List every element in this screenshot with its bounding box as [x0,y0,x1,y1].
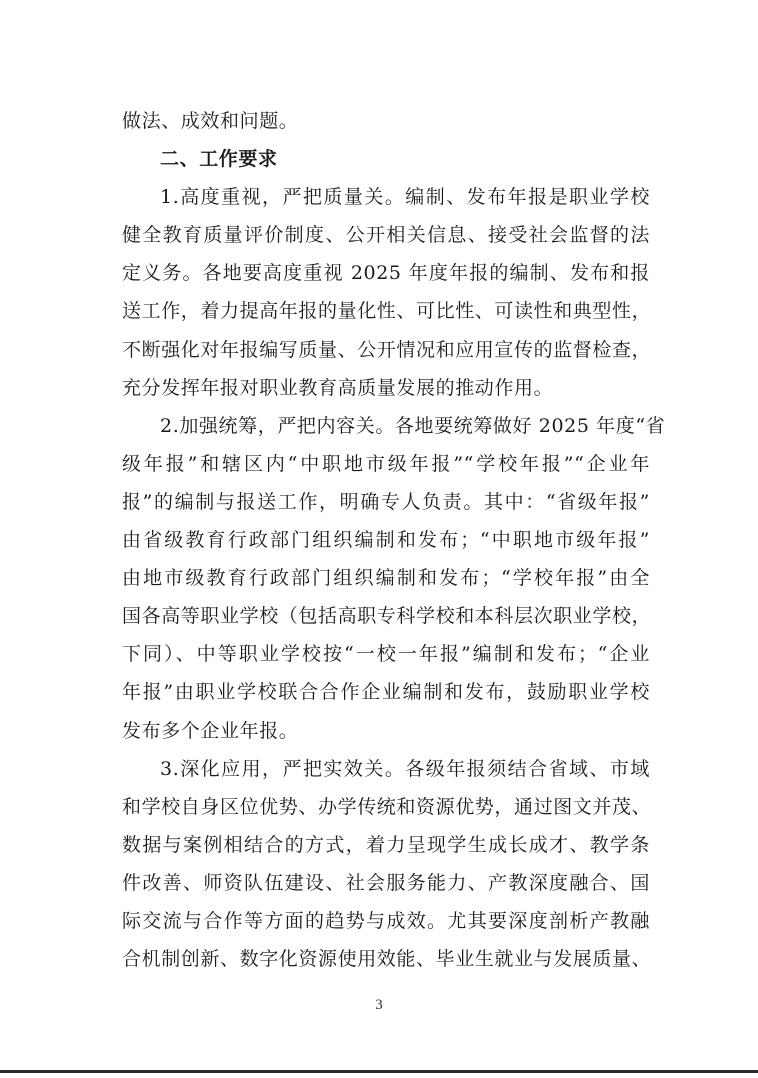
paragraph-1-line: 不断强化对年报编写质量、公开情况和应用宣传的监督检查， [122,338,652,361]
paragraph-3-line: 3.深化应用，严把实效关。各级年报须结合省域、市域 [160,757,650,780]
paragraph-2-line: 2.加强统筹，严把内容关。各地要统筹做好 2025 年度“省 [160,414,666,437]
paragraph-1-line: 1.高度重视，严把质量关。编制、发布年报是职业学校 [160,186,650,209]
paragraph-2-line: 发布多个企业年报。 [122,719,299,742]
paragraph-1-line: 定义务。各地要高度重视 2025 年度年报的编制、发布和报 [122,262,650,285]
body-text [122,102,666,978]
paragraph-3-line: 合机制创新、数字化资源使用效能、毕业生就业与发展质量、 [122,948,652,971]
text-line: 做法、成效和问题。 [122,110,299,132]
paragraph-3-line: 件改善、师资队伍建设、社会服务能力、产教深度融合、国 [122,871,650,894]
paragraph-1-line: 充分发挥年报对职业教育高质量发展的推动作用。 [122,376,554,399]
paragraph-3-line: 数据与案例相结合的方式，着力呈现学生成长成才、教学条 [122,833,650,856]
paragraph-2-line: 由省级教育行政部门组织编制和发布；“中职地市级年报” [122,529,650,552]
paragraph-1-line: 送工作，着力提高年报的量化性、可比性、可读性和典型性， [122,300,652,323]
paragraph-2-line: 下同）、中等职业学校按“一校一年报”编制和发布；“企业 [122,643,650,666]
paragraph-3-line: 际交流与合作等方面的趋势与成效。尤其要深度剖析产教融 [122,909,650,932]
bottom-divider [0,1070,758,1073]
paragraph-1-line: 健全教育质量评价制度、公开相关信息、接受社会监督的法 [122,224,650,247]
page-number: 3 [375,997,383,1013]
section-heading: 二、工作要求 [160,148,278,171]
paragraph-3-line: 和学校自身区位优势、办学传统和资源优势，通过图文并茂、 [122,795,652,818]
paragraph-2-line: 由地市级教育行政部门组织编制和发布；“学校年报”由全 [122,567,650,590]
paragraph-2-line: 国各高等职业学校（包括高职专科学校和本科层次职业学校， [122,605,652,628]
paragraph-2-line: 报”的编制与报送工作，明确专人负责。其中：“省级年报” [122,490,650,513]
paragraph-2-line: 年报”由职业学校联合合作企业编制和发布，鼓励职业学校 [122,681,650,704]
paragraph-2-line: 级年报”和辖区内“中职地市级年报”“学校年报”“企业年 [122,452,650,475]
